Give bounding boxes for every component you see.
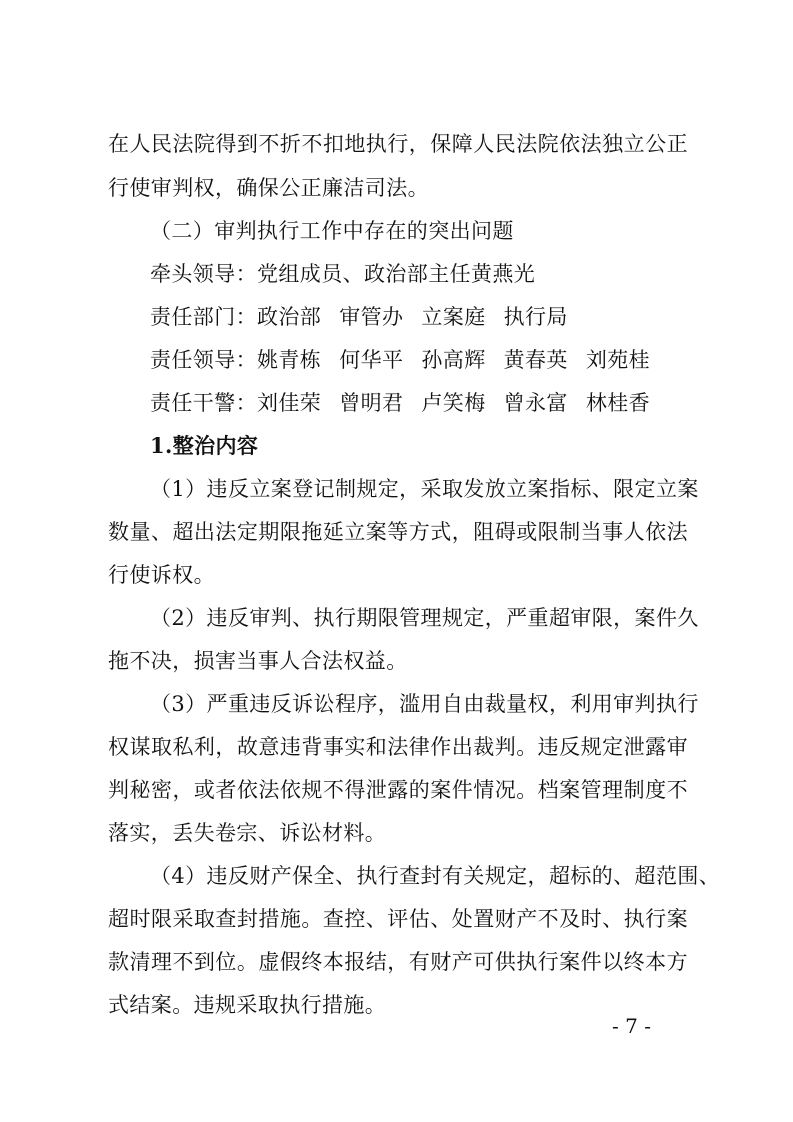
responsible-leaders-label: 责任领导：姚青栋	[150, 348, 322, 372]
officer-name: 卢笑梅	[421, 391, 486, 415]
officer-name: 曾永富	[503, 391, 568, 415]
paragraph-line: 在人民法院得到不折不扣地执行，保障人民法院依法独立公正	[108, 132, 688, 156]
department-item: 立案庭	[421, 305, 486, 329]
page-number: - 7 -	[612, 1014, 651, 1038]
paragraph-line: 拖不决，损害当事人合法权益。	[108, 649, 408, 673]
paragraph-line: 落实，丢失卷宗、诉讼材料。	[108, 821, 387, 845]
paragraph-line: 权谋取私利，故意违背事实和法律作出裁判。违反规定泄露审	[108, 735, 688, 759]
paragraph-line: 超时限采取查封措施。查控、评估、处置财产不及时、执行案	[108, 907, 688, 931]
subsection-heading: 1.整治内容	[150, 433, 259, 458]
lead-leader-line: 牵头领导：党组成员、政治部主任黄燕光	[150, 262, 536, 286]
paragraph-line: 款清理不到位。虚假终本报结，有财产可供执行案件以终本方	[108, 950, 688, 974]
paragraph-line: 行使诉权。	[108, 563, 215, 587]
officer-name: 曾明君	[339, 391, 404, 415]
leader-name: 孙高辉	[421, 348, 486, 372]
responsible-officers-line	[150, 385, 690, 421]
paragraph-line: （1）违反立案登记制规定，采取发放立案指标、限定立案	[150, 477, 699, 501]
paragraph-line: （3）严重违反诉讼程序，滥用自由裁量权，利用审判执行	[150, 692, 699, 716]
paragraph-line: （4）违反财产保全、执行查封有关规定，超标的、超范围、	[150, 864, 721, 888]
department-item: 审管办	[339, 305, 404, 329]
responsible-departments-line	[150, 299, 690, 335]
responsible-departments-label: 责任部门：政治部	[150, 305, 322, 329]
leader-name: 黄春英	[503, 348, 568, 372]
officer-name: 林桂香	[585, 391, 651, 415]
section-heading: （二）审判执行工作中存在的突出问题	[150, 219, 514, 243]
leader-name: 何华平	[339, 348, 404, 372]
paragraph-line: 数量、超出法定期限拖延立案等方式，阻碍或限制当事人依法	[108, 520, 688, 544]
paragraph-line: （2）违反审判、执行期限管理规定，严重超审限，案件久	[150, 606, 699, 630]
paragraph-line: 判秘密，或者依法依规不得泄露的案件情况。档案管理制度不	[108, 778, 688, 802]
paragraph-line: 式结案。违规采取执行措施。	[108, 993, 387, 1017]
responsible-leaders-line	[150, 342, 690, 378]
department-item: 执行局	[503, 305, 568, 329]
responsible-officers-label: 责任干警：刘佳荣	[150, 391, 322, 415]
paragraph-line: 行使审判权，确保公正廉洁司法。	[108, 176, 429, 200]
leader-name: 刘苑桂	[585, 348, 651, 372]
